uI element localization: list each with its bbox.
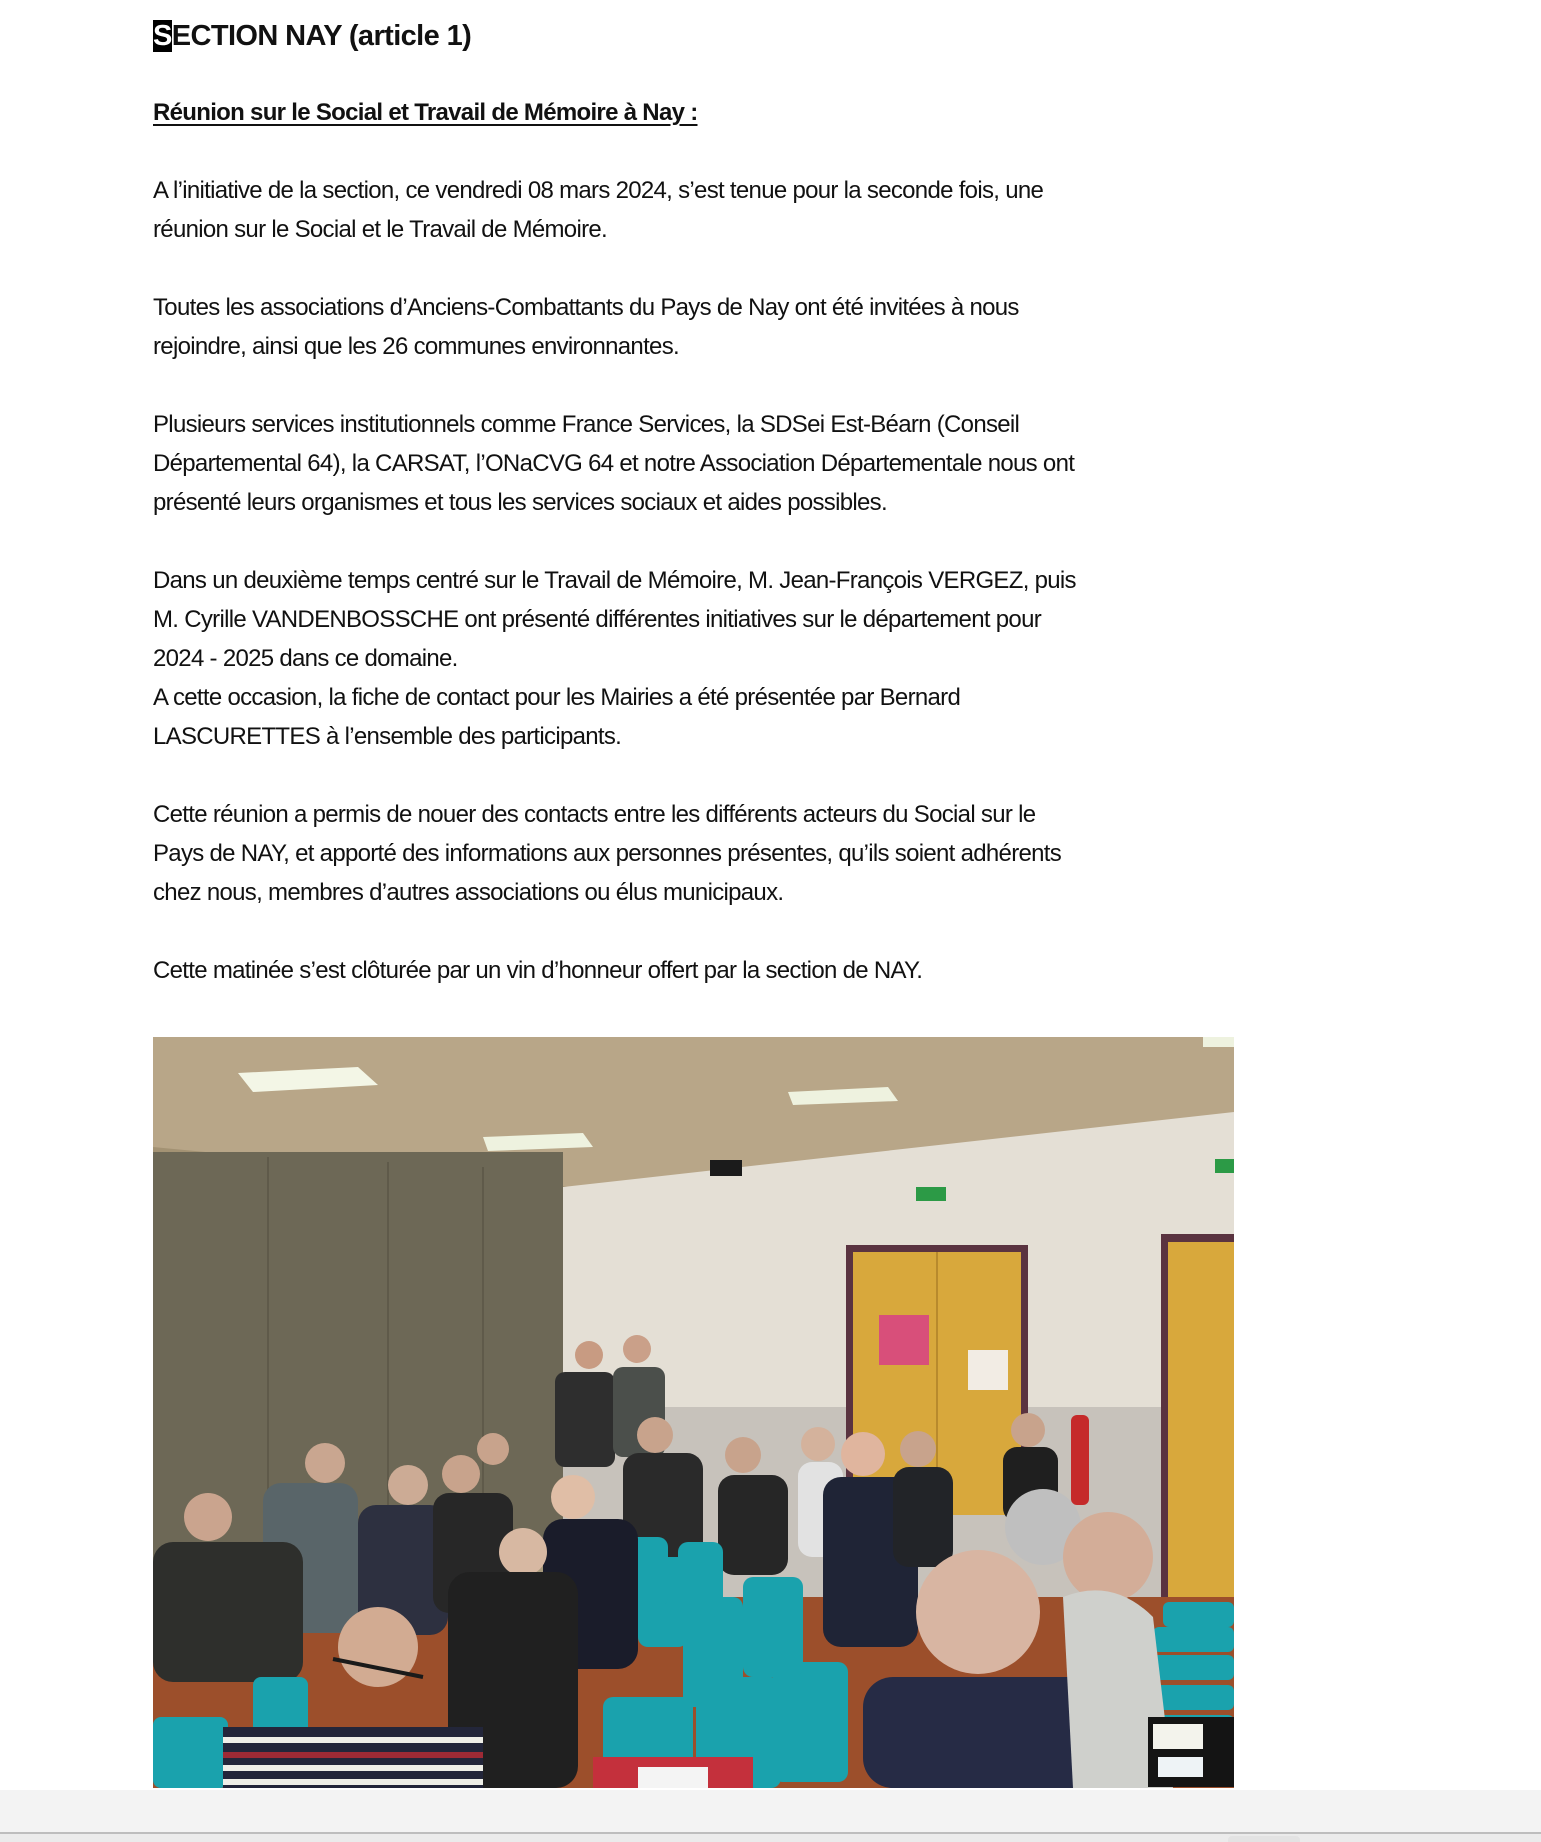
taskbar-strip bbox=[0, 1834, 1541, 1842]
text-line: Toutes les associations d’Anciens-Combattants du Pays de Nay ont été invitées à nous bbox=[153, 294, 1019, 321]
person-head bbox=[623, 1335, 651, 1363]
paragraph-memoire bbox=[153, 561, 1393, 678]
door-notice bbox=[879, 1315, 929, 1365]
document-content bbox=[153, 16, 1393, 990]
text-line: Plusieurs services institutionnels comme France Services, la SDSei Est-Béarn (Conseil bbox=[153, 411, 1020, 438]
text-selection-cursor[interactable]: S bbox=[153, 20, 172, 52]
status-bar bbox=[0, 1790, 1541, 1832]
paragraph-fiche-contact bbox=[153, 678, 1393, 756]
text-line: Dans un deuxième temps centré sur le Travail de Mémoire, M. Jean-François VERGEZ, puis bbox=[153, 567, 1076, 594]
text-line: Départemental 64), la CARSAT, l’ONaCVG 64 et notre Association Départementale nous ont bbox=[153, 450, 1075, 477]
text-line: Pays de NAY, et apporté des informations aux personnes présentes, qu’ils soient adhérents bbox=[153, 840, 1062, 867]
person-head bbox=[184, 1493, 232, 1541]
striped-sweater bbox=[223, 1727, 483, 1788]
binder-paper bbox=[1153, 1724, 1203, 1749]
exit-sign bbox=[916, 1187, 946, 1201]
text-line: réunion sur le Social et le Travail de Mémoire. bbox=[153, 216, 607, 243]
paragraph-contacts bbox=[153, 795, 1393, 912]
person-head bbox=[916, 1550, 1040, 1674]
person-body bbox=[555, 1372, 615, 1467]
fire-extinguisher bbox=[1071, 1415, 1089, 1505]
text-line: 2024 - 2025 dans ce domaine. bbox=[153, 645, 458, 672]
article-subtitle: Réunion sur le Social et Travail de Mémoire à Nay : bbox=[153, 99, 698, 126]
meeting-photo bbox=[153, 1037, 1234, 1788]
door-notice bbox=[968, 1350, 1008, 1390]
person-head bbox=[551, 1475, 595, 1519]
section-title-text: ECTION NAY (article 1) bbox=[171, 20, 472, 52]
text-line: A cette occasion, la fiche de contact pour les Mairies a été présentée par Bernard bbox=[153, 684, 961, 711]
text-line: chez nous, membres d’autres associations ou élus municipaux. bbox=[153, 879, 784, 906]
ceiling-light bbox=[1203, 1037, 1234, 1047]
paragraph-vin-honneur bbox=[153, 951, 1393, 990]
text-line: M. Cyrille VANDENBOSSCHE ont présenté différentes initiatives sur le département pour bbox=[153, 606, 1042, 633]
person-head bbox=[1063, 1512, 1153, 1602]
paragraph-services bbox=[153, 405, 1393, 522]
person-body bbox=[153, 1542, 303, 1682]
paragraph-initiative bbox=[153, 171, 1393, 249]
door bbox=[1168, 1242, 1234, 1604]
text-line: Cette matinée s’est clôturée par un vin d’honneur offert par la section de NAY. bbox=[153, 957, 923, 984]
paragraph-associations bbox=[153, 288, 1393, 366]
person-head bbox=[575, 1341, 603, 1369]
person-head bbox=[499, 1528, 547, 1576]
notepad bbox=[638, 1767, 708, 1788]
text-line: Cette réunion a permis de nouer des contacts entre les différents acteurs du Social sur le bbox=[153, 801, 1036, 828]
text-line: LASCURETTES à l’ensemble des participants. bbox=[153, 723, 622, 750]
text-line: A l’initiative de la section, ce vendredi 08 mars 2024, s’est tenue pour la seconde fois, une bbox=[153, 177, 1044, 204]
taskbar-tab[interactable] bbox=[1228, 1836, 1300, 1842]
meeting-photo-illustration bbox=[153, 1037, 1234, 1788]
text-line: rejoindre, ainsi que les 26 communes environnantes. bbox=[153, 333, 679, 360]
binder-paper bbox=[1158, 1757, 1203, 1777]
exit-sign bbox=[1215, 1159, 1234, 1173]
section-title bbox=[153, 16, 1393, 56]
speaker bbox=[710, 1160, 742, 1176]
text-line: présenté leurs organismes et tous les services sociaux et aides possibles. bbox=[153, 489, 887, 516]
